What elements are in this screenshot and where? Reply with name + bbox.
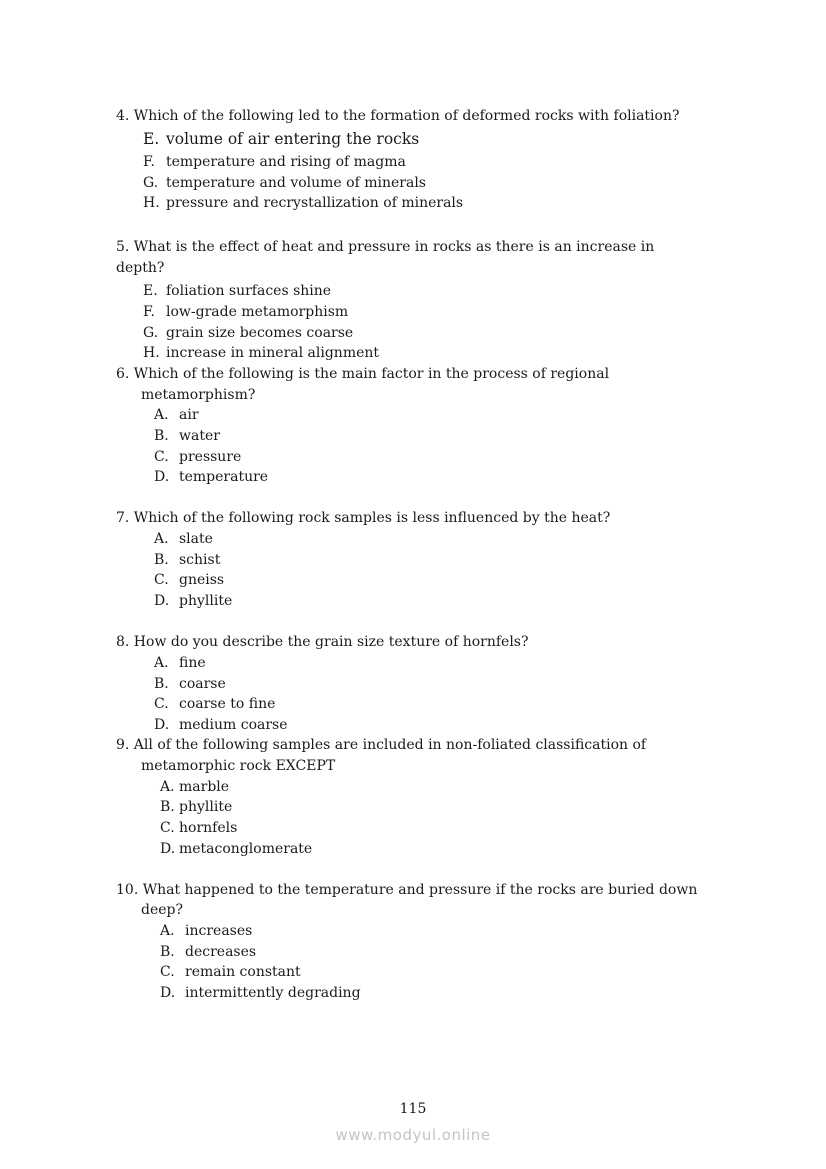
option-letter: B.	[154, 428, 169, 444]
option-text: fine	[179, 655, 206, 671]
option-text: coarse	[179, 676, 226, 692]
question-stem: 7. Which of the following rock samples is less influenced by the heat?	[116, 510, 611, 526]
option-text: metaconglomerate	[179, 841, 313, 857]
option-letter: D.	[154, 593, 170, 609]
option-letter: A.	[154, 531, 169, 547]
option-text: remain constant	[185, 964, 301, 980]
option-letter: G.	[143, 175, 159, 191]
option-letter: B.	[160, 799, 175, 815]
option-letter: C.	[160, 820, 175, 836]
option-letter: H.	[143, 195, 160, 211]
option-letter: F.	[143, 154, 155, 170]
option-letter: H.	[143, 345, 160, 361]
option-letter: A.	[160, 923, 175, 939]
question-stem: 6. Which of the following is the main factor in the process of regional	[116, 366, 610, 382]
question-stem: 5. What is the effect of heat and pressure in rocks as there is an increase in	[116, 239, 655, 255]
option-text: marble	[179, 779, 230, 795]
option-text: volume of air entering the rocks	[166, 130, 420, 148]
option-letter: D.	[160, 985, 176, 1001]
option-text: slate	[179, 531, 213, 547]
question-stem: metamorphic rock EXCEPT	[141, 758, 336, 774]
option-letter: C.	[154, 572, 169, 588]
option-text: decreases	[185, 944, 257, 960]
option-text: water	[179, 428, 220, 444]
question-stem: 9. All of the following samples are included in non-foliated classification of	[116, 737, 647, 753]
option-text: grain size becomes coarse	[166, 325, 354, 341]
option-text: intermittently degrading	[185, 985, 361, 1001]
option-text: pressure and recrystallization of minerals	[166, 195, 464, 211]
option-letter: D.	[154, 717, 170, 733]
option-text: foliation surfaces shine	[166, 283, 332, 299]
option-letter: B.	[154, 676, 169, 692]
question-stem: 8. How do you describe the grain size texture of hornfels?	[116, 634, 529, 650]
option-letter: E.	[143, 283, 158, 299]
question-stem: 10. What happened to the temperature and pressure if the rocks are buried down	[116, 882, 698, 898]
option-text: phyllite	[179, 799, 233, 815]
option-text: temperature	[179, 469, 269, 485]
option-text: pressure	[179, 449, 242, 465]
option-letter: D.	[154, 469, 170, 485]
question-stem: depth?	[116, 260, 165, 276]
option-text: temperature and volume of minerals	[166, 175, 426, 191]
page-number: 115	[399, 1101, 427, 1117]
option-text: phyllite	[179, 593, 233, 609]
option-letter: C.	[154, 449, 169, 465]
option-letter: D.	[160, 841, 176, 857]
question-stem: 4. Which of the following led to the formation of deformed rocks with foliation?	[116, 108, 680, 124]
option-text: low-grade metamorphism	[166, 304, 349, 320]
option-letter: G.	[143, 325, 159, 341]
option-text: coarse to fine	[179, 696, 276, 712]
option-text: increases	[185, 923, 253, 939]
option-text: gneiss	[179, 572, 225, 588]
option-text: medium coarse	[179, 717, 288, 733]
option-letter: F.	[143, 304, 155, 320]
option-letter: C.	[154, 696, 169, 712]
option-letter: A.	[160, 779, 175, 795]
question-stem: metamorphism?	[141, 387, 256, 403]
option-letter: B.	[160, 944, 175, 960]
question-stem: deep?	[141, 902, 183, 918]
option-text: air	[179, 407, 199, 423]
option-text: temperature and rising of magma	[166, 154, 406, 170]
option-letter: C.	[160, 964, 175, 980]
option-letter: E.	[143, 130, 160, 148]
option-text: schist	[179, 552, 221, 568]
option-text: increase in mineral alignment	[166, 345, 380, 361]
option-letter: B.	[154, 552, 169, 568]
option-letter: A.	[154, 407, 169, 423]
watermark: www.modyul.online	[335, 1126, 491, 1144]
option-text: hornfels	[179, 820, 238, 836]
option-letter: A.	[154, 655, 169, 671]
